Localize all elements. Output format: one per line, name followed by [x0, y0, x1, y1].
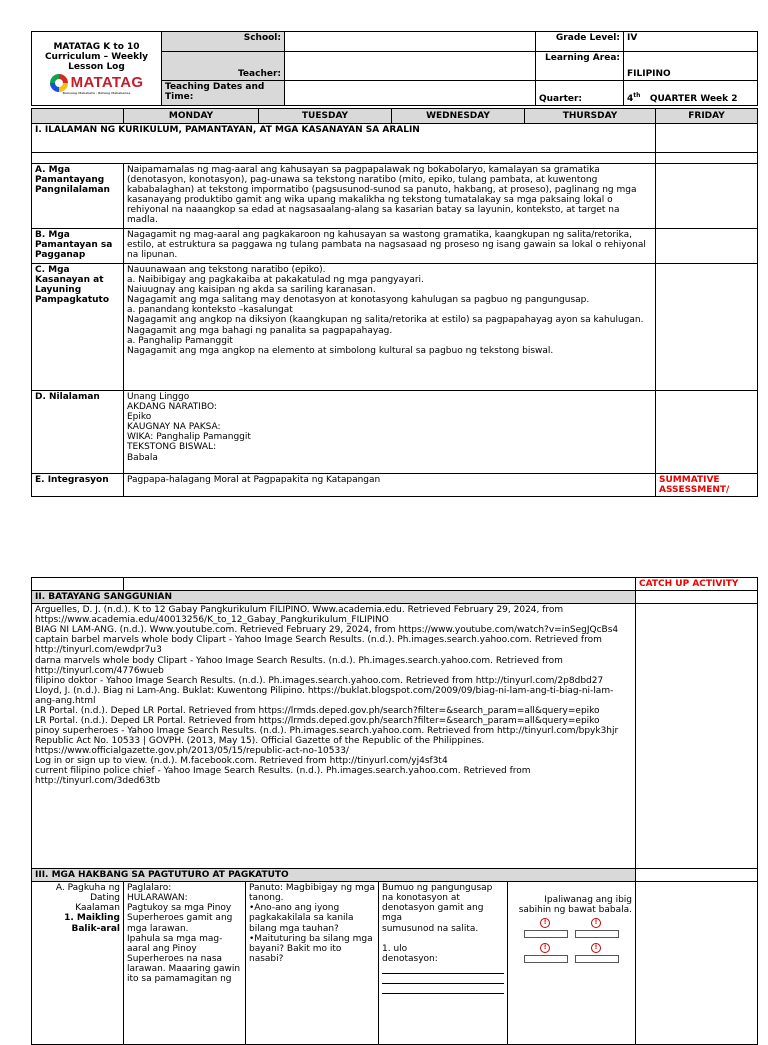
school-label: School: [162, 32, 285, 52]
warning-signs [511, 917, 632, 967]
reference-item: Log in or sign up to view. (n.d.). M.facebook.com. Retrieved from http://tinyurl.com/yj4sf3t4 [35, 756, 448, 767]
section-two-table [31, 577, 758, 1045]
school-value[interactable] [285, 32, 536, 52]
matatag-logo [35, 74, 158, 92]
lesson-log-header [31, 31, 758, 106]
sign-label-box [524, 930, 568, 938]
reference-item: pinoy superheroes - Yahoo Image Search Results. (n.d.). Ph.images.search.yahoo.com. Retrieved from http://tinyurl.com/bpyk3hjr [35, 726, 619, 737]
quarter-number: 4 [627, 93, 634, 104]
row-text: Pagpapa-halagang Moral at Pagpapakita ng Katapangan [124, 474, 656, 497]
summative-assessment-label: SUMMATIVE ASSESSMENT/ [656, 474, 758, 497]
row-text: Nagagamit ng mag-aaral ang pagkakaroon ng kahusayan sa wastong gramatika, kaangkupan ng salita/retorika, estilo, at estruktura sa paggawa ng tulang pambata na nagsasaad ng proseso ng isang gawain sa lokal o rehiyonal na lipunan. [124, 229, 656, 264]
wednesday-activity [379, 882, 508, 1045]
section-one-spacer-friday [656, 153, 758, 164]
warning-sign-image [575, 943, 619, 963]
wednesday-text: Bumuo ng pangungusap na konotasyon at denotasyon gamit ang mga sumusunod na salita. 1. ulo denotasyon: [382, 883, 493, 964]
section-three-friday [636, 869, 758, 882]
area-label: Learning Area: [536, 52, 624, 81]
references-friday [636, 604, 758, 869]
sign-label-box [524, 955, 568, 963]
day-friday: FRIDAY [656, 109, 758, 124]
monday-activity: Paglalaro: HULARAWAN: Pagtukoy sa mga Pinoy Superheroes gamit ang mga larawan. Ipahula sa mga mag-aaral ang Pinoy Superheroes na nasa larawan. Maaaring gawin ito sa pamamagitan ng [124, 882, 246, 1045]
label-bold: 1. Maikling Balik-aral [64, 913, 120, 934]
area-value: FILIPINO [624, 52, 758, 81]
quarter-value [624, 81, 758, 106]
row-text [124, 391, 656, 474]
thursday-activity [508, 882, 636, 1045]
catch-up-activity-label: CATCH UP ACTIVITY [636, 578, 758, 591]
day-monday: MONDAY [124, 109, 259, 124]
reference-item: captain barbel marvels whole body Clipart - Yahoo Image Search Results. (n.d.). Ph.images.search.yahoo.com. Retrieved from http://tinyurl.com/ewdpr7u3 [35, 635, 602, 656]
reference-item: BIAG NI LAM-ANG. (n.d.). Www.youtube.com. Retrieved February 29, 2024, from https://www.youtube.com/watch?v=inSegJQcBs4 [35, 625, 619, 636]
section-one-friday [656, 124, 758, 153]
top-blank [124, 578, 636, 591]
row-label: E. Integrasyon [32, 474, 124, 497]
row-label: D. Nilalaman [32, 391, 124, 474]
deped-seal-icon [50, 74, 68, 92]
text-line: a. Panghalip Pamanggit [127, 335, 233, 346]
warning-sign-image [575, 918, 619, 938]
answer-blank[interactable] [382, 974, 504, 984]
reference-item: darna marvels whole body Clipart - Yahoo Image Search Results. (n.d.). Ph.images.search.yahoo.com. Retrieved from http://tinyurl.com/4776wueb [35, 655, 563, 676]
review-label [32, 882, 124, 1045]
sign-label-box [575, 955, 619, 963]
label-line: A. Pagkuha ng [55, 883, 120, 894]
reference-item: LR Portal. (n.d.). Deped LR Portal. Retrieved from https://lrmds.deped.gov.ph/search?filter=&search_param=all&query=epiko [35, 705, 600, 716]
prohibition-icon: ! [591, 943, 601, 953]
row-text: Naipamamalas ng mag-aaral ang kahusayan sa pagpapalawak ng bokabolaryo, kamalayan sa gramatika (denotasyon, konotasyon), pag-unawa sa tekstong naratibo (mito, epiko, tulang pambata, at kuwentong kababalaghan) at tekstong impormatibo (pagsusunod-sunod sa panuto, hakbang, at proseso), paglinang ng mga kasanayang produktibo gamit ang wika upang makalikha ng tekstong tumatalakay sa mga paksaing lokal o rehiyonal na naaangkop sa edad at nagsasaalang-alang sa kasarian batay sa layunin, konteksto, at target na madla. [124, 164, 656, 229]
references-row [32, 604, 758, 869]
row-performance-standards [32, 229, 758, 264]
prohibition-icon: ! [540, 943, 550, 953]
reference-item: current filipino police chief - Yahoo Image Search Results. (n.d.). Ph.images.search.yahoo.com. Retrieved from http://tinyurl.com/3ded63tb [35, 766, 531, 787]
sign-label-box [575, 930, 619, 938]
answer-blank[interactable] [382, 964, 504, 974]
teacher-label: Teacher: [162, 52, 285, 81]
row-label: B. Mga Pamantayan sa Pagganap [32, 229, 124, 264]
day-thursday: THURSDAY [525, 109, 656, 124]
day-tuesday: TUESDAY [259, 109, 392, 124]
top-blank-label [32, 578, 124, 591]
row-integration [32, 474, 758, 497]
day-header-blank [32, 109, 124, 124]
logo-text: MATATAG [70, 73, 144, 91]
reference-item: filipino doktor - Yahoo Image Search Results. (n.d.). Ph.images.search.yahoo.com. Retrieved from http://tinyurl.com/2p8dbd27 [35, 675, 604, 686]
row-label: A. Mga Pamantayang Pangnilalaman [32, 164, 124, 229]
prohibition-icon: ! [540, 918, 550, 928]
text-line: Nagagamit ang mga angkop na elemento at simbolong kultural sa pagbuo ng tekstong biswal. [127, 345, 554, 356]
text-line: Babala [127, 452, 158, 463]
text-line: AKDANG NARATIBO: [127, 402, 217, 413]
reference-item: Republic Act No. 10533 | GOVPH. (2013, May 15). Official Gazette of the Republic of the Philippines. https://www.officialgazette.gov.ph/2013/05/15/republic-act-no-10533/ [35, 736, 485, 757]
text-line: Epiko [127, 412, 152, 423]
section-two-friday [636, 591, 758, 604]
text-line: Unang Linggo [127, 392, 190, 403]
text-line: Nauunawaan ang tekstong naratibo (epiko). [127, 265, 326, 276]
reference-item: Arguelles, D. J. (n.d.). K to 12 Gabay Pangkurikulum FILIPINO. Www.academia.edu. Retrieved February 29, 2024, from https://www.academia.edu/40013256/K_to_12_Gabay_Pangkurikulum_FILIPINO [35, 605, 564, 626]
quarter-week: QUARTER Week 2 [649, 93, 738, 104]
warning-sign-image [524, 918, 568, 938]
row-friday [656, 264, 758, 391]
section-one-title: I. ILALAMAN NG KURIKULUM, PAMANTAYAN, AT MGA KASANAYAN SA ARALIN [32, 124, 656, 153]
row-text [124, 264, 656, 391]
text-line: Naiuugnay ang kaisipan ng akda sa sariling karanasan. [127, 285, 376, 296]
row-friday [656, 229, 758, 264]
thursday-text: Ipaliwanag ang ibig sabihin ng bawat babala. [518, 895, 632, 916]
dates-label: Teaching Dates and Time: [162, 81, 285, 106]
warning-sign-image [524, 943, 568, 963]
reference-item: Lloyd, J. (n.d.). Biag ni Lam-Ang. Buklat: Kuwentong Pilipino. https://buklat.blogspot.com/2009/09/biag-ni-lam-ang-ti-biag-ni-lam-ang-ang.html [35, 685, 614, 706]
logo-tagline: Bansang Makabata · Batang Makabansa [62, 90, 131, 95]
row-content [32, 391, 758, 474]
section-one-table [31, 108, 758, 497]
quarter-suffix: th [633, 91, 641, 99]
answer-blank[interactable] [382, 984, 504, 994]
row-label: C. Mga Kasanayan at Layuning Pampagkatuto [32, 264, 124, 391]
text-line: a. Naibibigay ang pagkakaiba at pakakatulad ng mga pangyayari. [127, 275, 424, 286]
grade-label: Grade Level: [536, 32, 624, 52]
text-line: Nagagamit ang angkop na diksiyon (kaangkupan ng salita/retorika at estilo) sa pagpapahayag ayon sa kahulugan. [127, 315, 644, 326]
day-wednesday: WEDNESDAY [392, 109, 525, 124]
dates-value[interactable] [285, 81, 536, 106]
text-line: Nagagamit ang mga salitang may denotasyon at konotasyong kahulugan sa pagbuo ng pangungusap. [127, 295, 590, 306]
section-two-title: II. BATAYANG SANGGUNIAN [32, 591, 636, 604]
section-one-spacer [32, 153, 656, 164]
prohibition-icon: ! [591, 918, 601, 928]
friday-activity [636, 882, 758, 1045]
label-line: Kaalaman [75, 903, 120, 914]
row-learning-competencies [32, 264, 758, 391]
text-line: TEKSTONG BISWAL: [127, 442, 217, 453]
text-line: KAUGNAY NA PAKSA: [127, 422, 221, 433]
text-line: WIKA: Panghalip Pamanggit [127, 432, 251, 443]
row-friday [656, 164, 758, 229]
curriculum-title: MATATAG K to 10 Curriculum – Weekly Lesson Log [44, 41, 149, 72]
row-content-standards [32, 164, 758, 229]
grade-value: IV [624, 32, 758, 52]
teacher-value[interactable] [285, 52, 536, 81]
section-three-title: III. MGA HAKBANG SA PAGTUTURO AT PAGKATUTO [32, 869, 636, 882]
day-header-row [32, 109, 758, 124]
quarter-label: Quarter: [536, 81, 624, 106]
curriculum-cell [32, 32, 162, 106]
review-row [32, 882, 758, 1045]
text-line: a. panandang konteksto –kasalungat [127, 305, 293, 316]
reference-item: LR Portal. (n.d.). Deped LR Portal. Retrieved from https://lrmds.deped.gov.ph/search?filter=&search_param=all&query=epiko [35, 716, 600, 727]
label-line: Dating [90, 893, 120, 904]
reference-list [32, 604, 636, 869]
row-friday [656, 391, 758, 474]
text-line: Nagagamit ang mga bahagi ng panalita sa pagpapahayag. [127, 325, 393, 336]
tuesday-activity: Panuto: Magbibigay ng mga tanong. •Ano-ano ang iyong pagkakakilala sa kanila bilang mga tauhan? •Maituturing ba silang mga bayani? Bakit mo ito nasabi? [246, 882, 379, 1045]
